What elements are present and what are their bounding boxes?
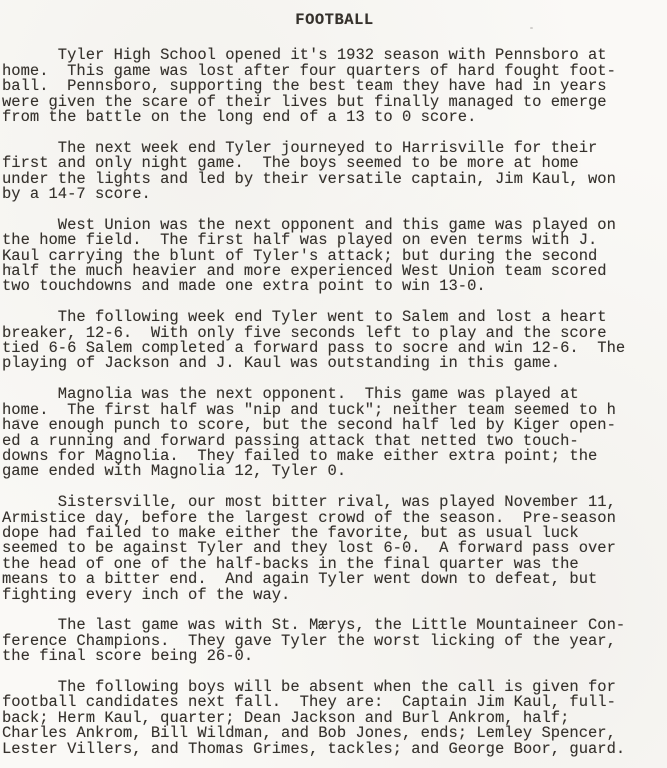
text-line: Tyler High School opened it's 1932 season with Pennsboro at: [2, 46, 607, 65]
text-line: the final score being 26-0.: [2, 647, 254, 666]
text-line: West Union was the next opponent and this game was played on: [2, 215, 616, 234]
paragraph: [2, 310, 667, 372]
text-line: Magnolia was the next opponent. This game was played at: [2, 385, 579, 404]
text-line: seemed to be against Tyler and they lost 6-0. A forward pass over: [2, 539, 616, 558]
text-line: from the battle on the long end of a 13 to 0 score.: [2, 108, 477, 127]
text-line: home. This game was lost after four quarters of hard fought foot-: [2, 61, 616, 80]
text-line: Kaul carrying the blunt of Tyler's attack; but during the second: [2, 246, 598, 265]
document-body: [2, 48, 667, 757]
text-line: the home field. The first half was played on even terms with J.: [2, 231, 598, 250]
text-line: under the lights and led by their versatile captain, Jim Kaul, won: [2, 169, 616, 188]
text-line: dope had failed to make either the favorite, but as usual luck: [2, 523, 579, 542]
text-line: downs for Magnolia. They failed to make either extra point; the: [2, 446, 598, 465]
text-line: breaker, 12-6. With only five seconds left to play and the score: [2, 323, 607, 342]
text-line: ference Champions. They gave Tyler the worst licking of the year,: [2, 631, 616, 650]
text-line: football candidates next fall. They are: Captain Jim Kaul, full-: [2, 693, 616, 712]
text-line: ball. Pennsboro, supporting the best team they have had in years: [2, 77, 607, 96]
text-line: The next week end Tyler journeyed to Harrisville for their: [2, 138, 598, 157]
text-line: were given the scare of their lives but finally managed to emerge: [2, 92, 607, 111]
text-line: The following week end Tyler went to Salem and lost a heart: [2, 308, 607, 327]
paragraph: [2, 495, 667, 603]
text-line: home. The first half was "nip and tuck"; neither team seemed to h: [2, 400, 616, 419]
paragraph: [2, 48, 667, 125]
text-line: back; Herm Kaul, quarter; Dean Jackson and Burl Ankrom, half;: [2, 708, 570, 727]
text-line: tied 6-6 Salem completed a forward pass to socre and win 12-6. The: [2, 339, 626, 358]
text-line: Charles Ankrom, Bill Wildman, and Bob Jones, ends; Lemley Spencer,: [2, 724, 616, 743]
text-line: means to a bitter end. And again Tyler went down to defeat, but: [2, 570, 598, 589]
text-line: half the much heavier and more experienced West Union team scored: [2, 262, 607, 281]
text-line: Lester Villers, and Thomas Grimes, tackles; and George Boor, guard.: [2, 739, 626, 758]
paragraph: [2, 387, 667, 479]
text-line: Armistice day, before the largest crowd of the season. Pre-season: [2, 508, 616, 527]
paragraph: [2, 677, 667, 758]
text-line: The last game was with St. Mærys, the Little Mountaineer Con-: [2, 616, 626, 635]
text-line: have enough punch to score, but the second half led by Kiger open-: [2, 416, 616, 435]
text-line: playing of Jackson and J. Kaul was outstanding in this game.: [2, 354, 561, 373]
text-line: ed a running and forward passing attack that netted two touch-: [2, 431, 579, 450]
text-line: The following boys will be absent when the call is given for: [2, 677, 616, 696]
text-line: by a 14-7 score.: [2, 185, 151, 204]
text-line: first and only night game. The boys seemed to be more at home: [2, 154, 579, 173]
paragraph: [2, 215, 667, 296]
text-line: fighting every inch of the way.: [2, 585, 291, 604]
text-line: two touchdowns and made one extra point to win 13-0.: [2, 277, 486, 296]
paragraph: [2, 618, 667, 664]
paragraph: [2, 138, 667, 204]
text-line: game ended with Magnolia 12, Tyler 0.: [2, 462, 347, 481]
page-title: FOOTBALL: [295, 11, 374, 29]
text-line: the head of one of the half-backs in the final quarter was the: [2, 554, 579, 573]
text-line: Sistersville, our most bitter rival, was played November 11,: [2, 493, 616, 512]
